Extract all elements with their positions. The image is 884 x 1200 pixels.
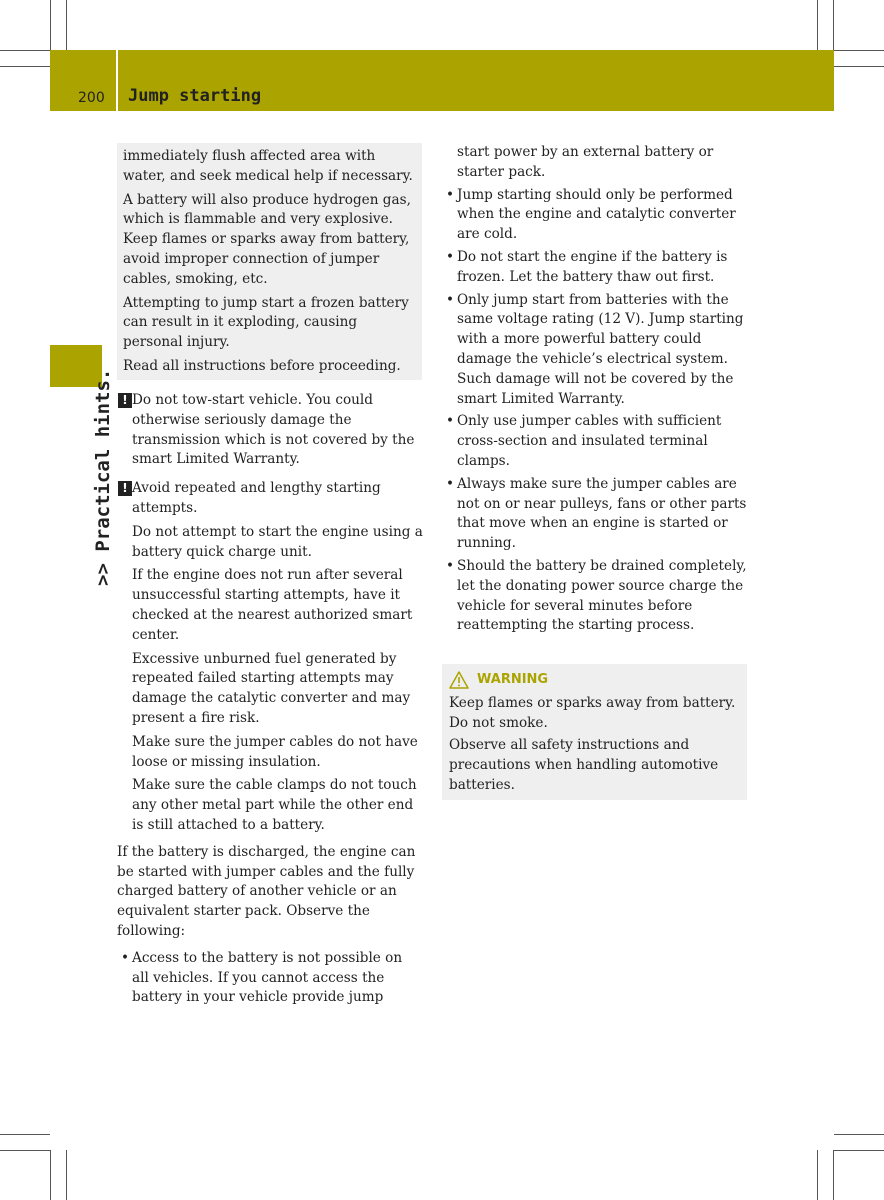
warning-paragraph: Keep flames or sparks away from battery. Do not smoke. — [449, 694, 736, 731]
list-item-text: Access to the battery is not possible on all vehicles. If you cannot access the battery in your vehicle provide jump — [132, 949, 403, 1006]
crop-mark — [817, 0, 818, 50]
list-item-text: Jump starting should only be performed when the engine and catalytic converter are cold. — [457, 186, 736, 243]
list-item-text: Should the battery be drained completely, let the donating power source charge the vehicle for several minutes before reattempting the starting process. — [457, 557, 747, 634]
crop-mark — [817, 1150, 818, 1200]
crop-mark — [0, 66, 50, 67]
notice-text: Do not tow-start vehicle. You could otherwise seriously damage the transmission which is not covered by the smart Limited Warranty. — [132, 392, 415, 468]
body-paragraph: If the battery is discharged, the engine can be started with jumper cables and the fully charged battery of another vehicle or an equivalent starter pack. Observe the following: — [117, 843, 416, 939]
notice-starting-attempts — [117, 479, 423, 519]
bullet-icon: • — [446, 557, 455, 574]
warning-box — [442, 664, 747, 800]
bullet-icon: • — [121, 949, 130, 966]
list-item-text: Only use jumper cables with sufficient cross-section and insulated terminal clamps. — [457, 413, 722, 469]
notice-paragraph: Excessive unburned fuel generated by repeated failed starting attempts may damage the catalytic converter and may present a fire risk. — [132, 650, 411, 726]
list-item — [442, 412, 748, 471]
list-item-text: Do not start the engine if the battery is frozen. Let the battery thaw out first. — [457, 248, 728, 285]
section-side-label: >> Practical hints. — [92, 368, 114, 586]
list-item — [442, 186, 748, 245]
notice-paragraph: Make sure the jumper cables do not have loose or missing insulation. — [132, 733, 418, 770]
bullet-icon: • — [446, 186, 455, 203]
bullet-icon: • — [446, 413, 455, 430]
crop-mark — [834, 50, 884, 51]
right-column-text — [442, 143, 748, 636]
warning-paragraph: Observe all safety instructions and precautions when handling automotive batteries. — [449, 737, 719, 793]
list-item — [442, 475, 748, 554]
bullet-icon: • — [446, 248, 455, 265]
notice-text: Avoid repeated and lengthy starting attempts. — [132, 480, 381, 516]
warning-title: WARNING — [477, 672, 549, 687]
bullet-icon: • — [446, 475, 455, 492]
bullet-icon: • — [446, 291, 455, 308]
warning-box-continued — [117, 143, 422, 380]
warning-paragraph: Read all instructions before proceeding. — [123, 357, 401, 374]
exclamation-icon: ! — [118, 393, 132, 408]
notice-details — [117, 523, 423, 836]
list-item-text: Only jump start from batteries with the same voltage rating (12 V). Jump starting with a more powerful battery could damage the vehicle’s electrical system. Such damage will not be covered by the smart Limited Warranty. — [457, 291, 744, 407]
page-title: Jump starting — [128, 86, 262, 106]
notice-paragraph: Do not attempt to start the engine using a battery quick charge unit. — [132, 523, 423, 560]
list-item — [442, 248, 748, 288]
crop-mark — [0, 50, 50, 51]
warning-paragraph: A battery will also produce hydrogen gas, which is flammable and very explosive. Keep flames or sparks away from battery, avoid improper connection of jumper cables, smoking, etc. — [123, 191, 411, 287]
page-number: 200 — [78, 90, 105, 106]
left-column-text — [117, 391, 423, 1008]
header-separator — [116, 50, 118, 111]
notice-paragraph: If the engine does not run after several unsuccessful starting attempts, have it checked at the nearest authorized smart center. — [132, 567, 413, 643]
notice-tow-start — [117, 391, 423, 470]
list-item — [442, 291, 748, 410]
warning-paragraph: Attempting to jump start a frozen battery can result in it exploding, causing personal injury. — [123, 294, 409, 351]
crop-mark — [833, 1150, 834, 1200]
crop-mark — [66, 1150, 67, 1200]
crop-mark — [834, 1150, 884, 1151]
list-item — [117, 949, 423, 1008]
crop-mark — [0, 1150, 50, 1151]
warning-paragraph: immediately flush affected area with water, and seek medical help if necessary. — [123, 148, 413, 184]
crop-mark — [0, 1134, 50, 1135]
crop-mark — [833, 0, 834, 50]
crop-mark — [50, 1150, 51, 1200]
crop-mark — [66, 0, 67, 50]
crop-mark — [834, 66, 884, 67]
list-item — [442, 557, 748, 636]
warning-header — [449, 670, 740, 690]
exclamation-icon: ! — [118, 481, 132, 496]
crop-mark — [834, 1134, 884, 1135]
warning-triangle-icon — [449, 671, 469, 689]
crop-mark — [50, 0, 51, 50]
list-item-text: Always make sure the jumper cables are not on or near pulleys, fans or other parts that move when an engine is started or running. — [457, 475, 747, 552]
list-continuation: start power by an external battery or starter pack. — [457, 144, 714, 180]
notice-paragraph: Make sure the cable clamps do not touch any other metal part while the other end is still attached to a battery. — [132, 777, 417, 833]
